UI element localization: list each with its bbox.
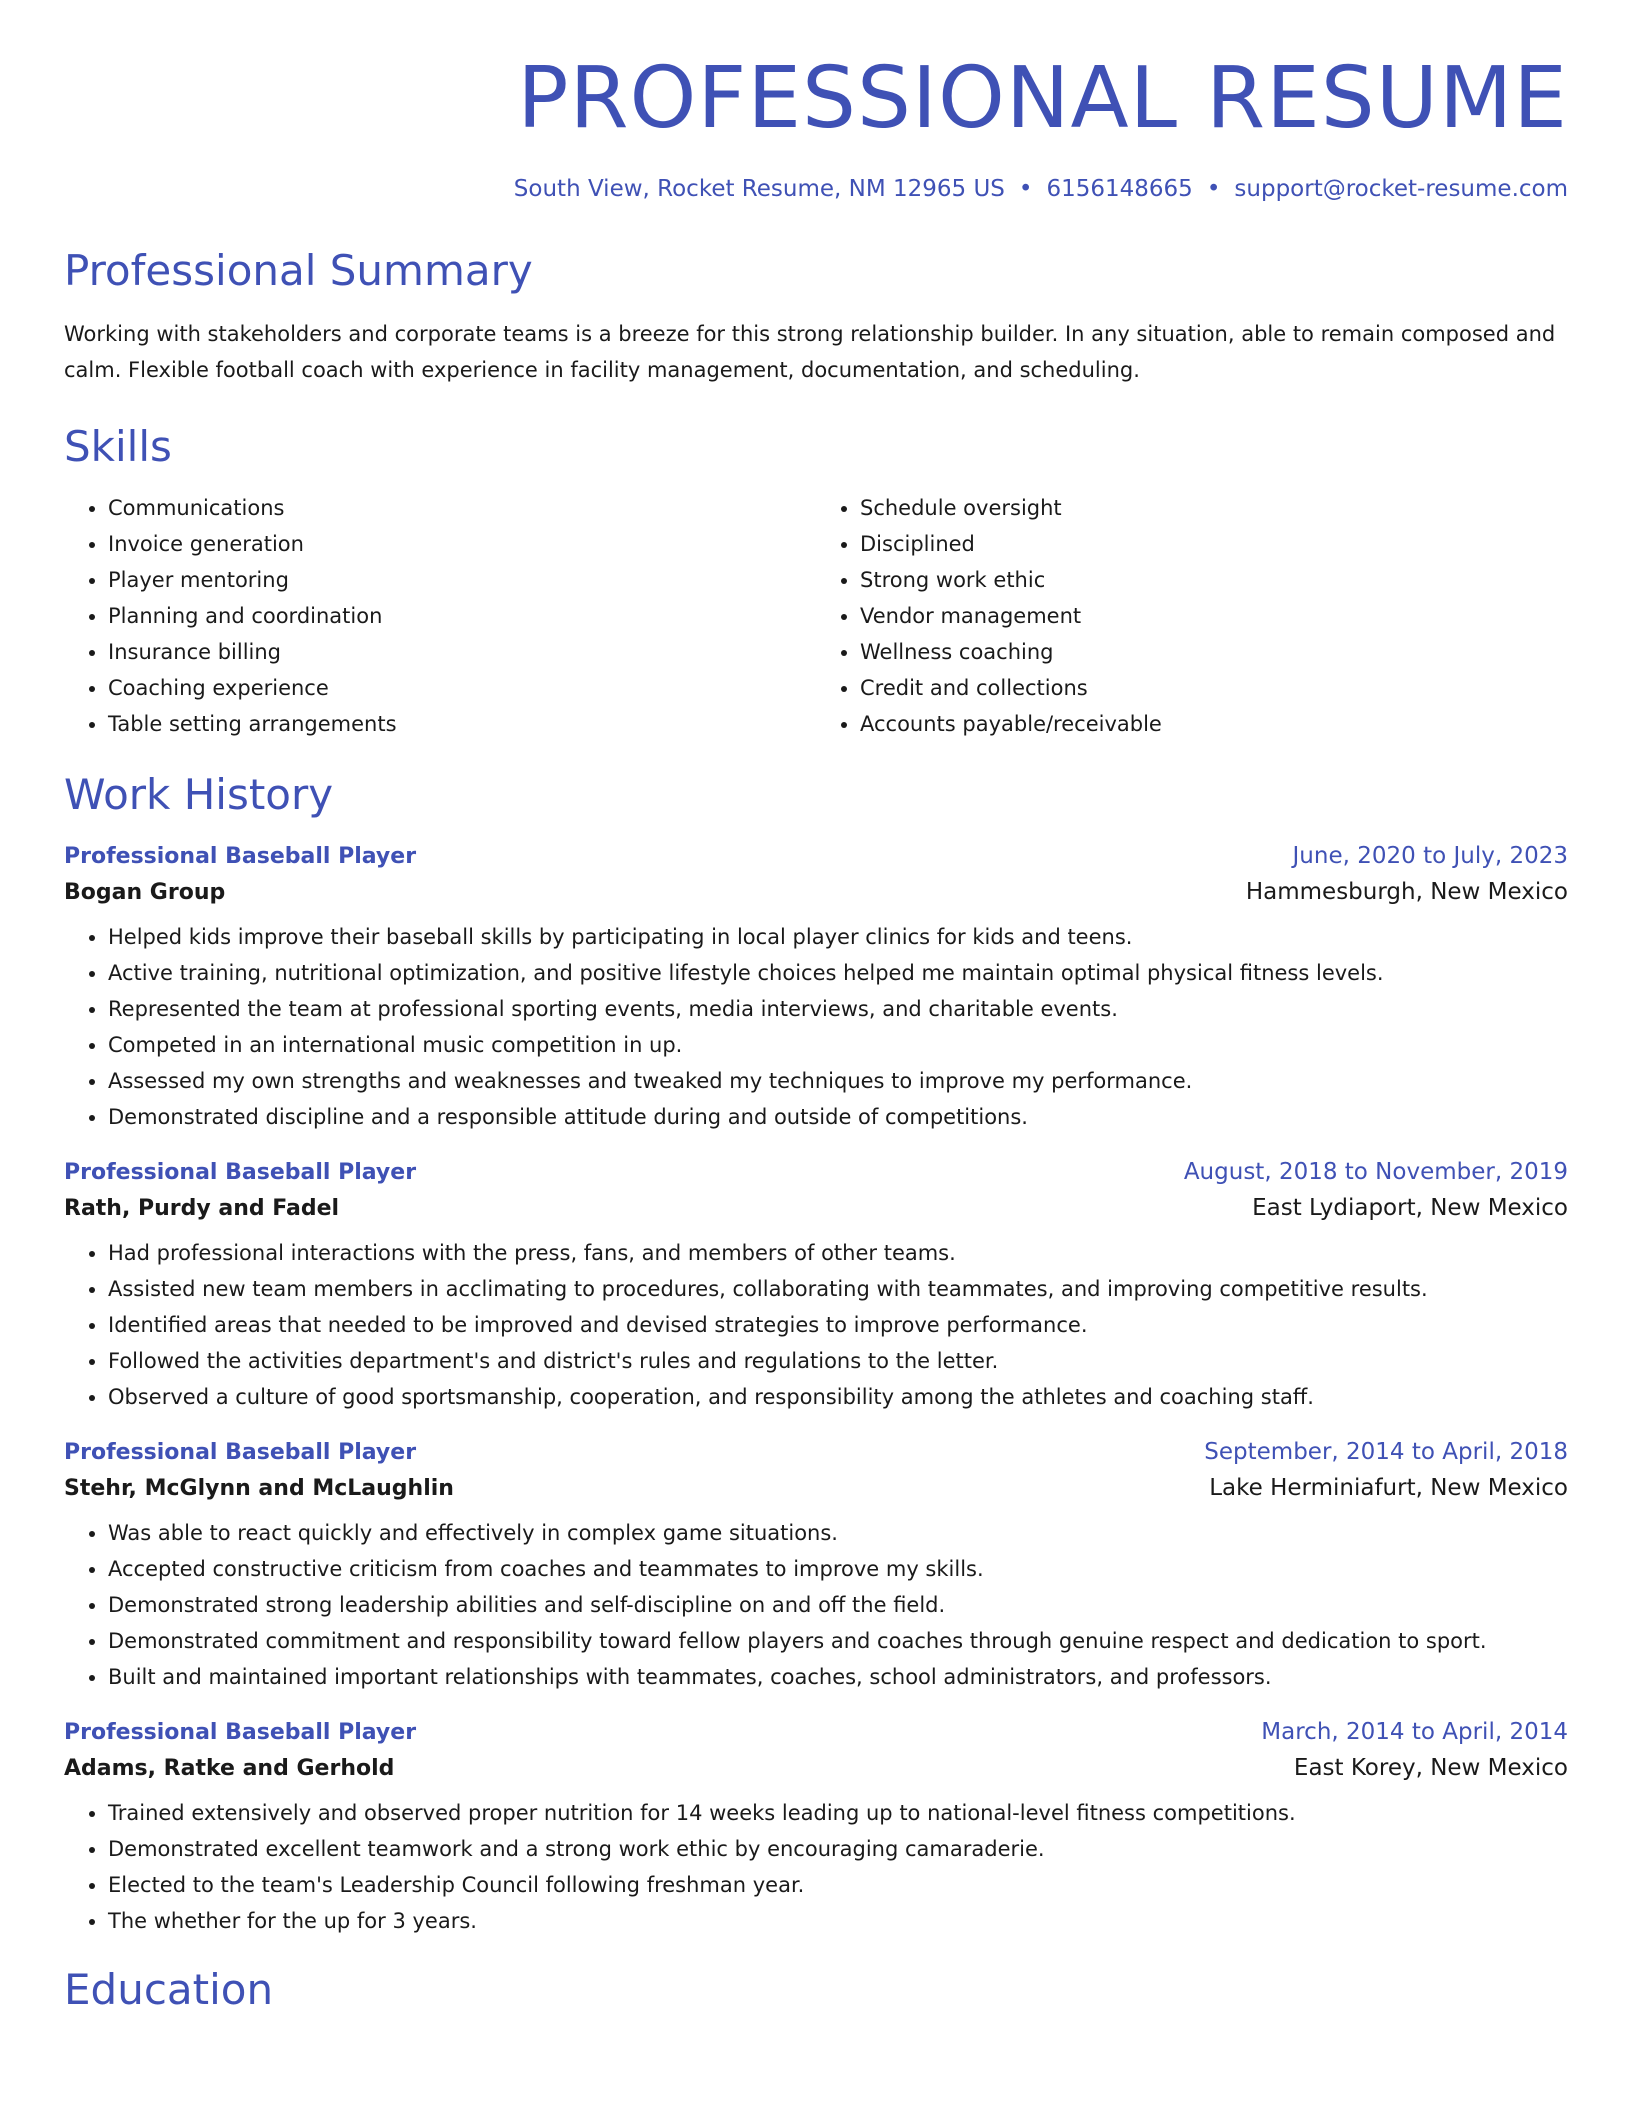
skill-item: • Invoice generation bbox=[108, 526, 816, 562]
job-title-row bbox=[64, 1719, 1568, 1745]
job-company: Bogan Group bbox=[64, 879, 226, 905]
job-location: East Lydiaport, New Mexico bbox=[1252, 1194, 1568, 1221]
job-bullet: • Demonstrated excellent teamwork and a strong work ethic by encouraging camaraderie. bbox=[108, 1831, 1568, 1867]
skill-item: • Credit and collections bbox=[860, 670, 1568, 706]
skill-item: • Coaching experience bbox=[108, 670, 816, 706]
job-dates: August, 2018 to November, 2019 bbox=[1183, 1158, 1568, 1185]
education-section bbox=[64, 1965, 1568, 2015]
job-title-row bbox=[64, 1159, 1568, 1185]
skills-right-list bbox=[816, 490, 1568, 742]
skill-item: • Wellness coaching bbox=[860, 634, 1568, 670]
skill-item: • Insurance billing bbox=[108, 634, 816, 670]
job-company-row bbox=[64, 1195, 1568, 1221]
job-entry bbox=[64, 843, 1568, 1135]
job-dates: September, 2014 to April, 2018 bbox=[1204, 1438, 1568, 1465]
job-company: Adams, Ratke and Gerhold bbox=[64, 1755, 395, 1781]
skills-heading: Skills bbox=[64, 421, 172, 471]
job-bullet: • Identified areas that needed to be improved and devised strategies to improve performance. bbox=[108, 1307, 1568, 1343]
skill-item: • Planning and coordination bbox=[108, 598, 816, 634]
job-title: Professional Baseball Player bbox=[64, 843, 417, 869]
summary-heading: Professional Summary bbox=[64, 245, 533, 295]
job-bullet: • Demonstrated commitment and responsibility toward fellow players and coaches through genuine respect and dedication to sport. bbox=[108, 1623, 1568, 1659]
job-bullet: • Competed in an international music competition in up. bbox=[108, 1027, 1568, 1063]
job-bullet: • Had professional interactions with the press, fans, and members of other teams. bbox=[108, 1235, 1568, 1271]
job-bullet: • Trained extensively and observed proper nutrition for 14 weeks leading up to national-level fitness competitions. bbox=[108, 1795, 1568, 1831]
job-bullet: • Represented the team at professional sporting events, media interviews, and charitable events. bbox=[108, 991, 1568, 1027]
job-location: Hammesburgh, New Mexico bbox=[1245, 878, 1568, 905]
work-history-section bbox=[64, 770, 1568, 1938]
job-bullet: • Followed the activities department's and district's rules and regulations to the letter. bbox=[108, 1343, 1568, 1379]
skills-left-list bbox=[64, 490, 816, 742]
skill-item: • Communications bbox=[108, 490, 816, 526]
skill-item: • Strong work ethic bbox=[860, 562, 1568, 598]
job-bullets bbox=[64, 919, 1568, 1135]
summary-text: Working with stakeholders and corporate teams is a breeze for this strong relationship builder. In any situation, able to remain composed and calm. Flexible football coach with experience in facility management, documentation, and scheduling. bbox=[64, 321, 1556, 382]
job-title: Professional Baseball Player bbox=[64, 1719, 417, 1745]
contact-separator: • bbox=[1206, 175, 1221, 202]
contact-address: South View, Rocket Resume, NM 12965 US bbox=[513, 175, 1005, 202]
contact-line bbox=[64, 176, 1568, 202]
job-bullet: • Demonstrated strong leadership abilities and self-discipline on and off the field. bbox=[108, 1587, 1568, 1623]
job-entry bbox=[64, 1719, 1568, 1939]
job-location: East Korey, New Mexico bbox=[1293, 1754, 1568, 1781]
skill-item: • Player mentoring bbox=[108, 562, 816, 598]
job-dates: March, 2014 to April, 2014 bbox=[1261, 1718, 1568, 1745]
job-bullets bbox=[64, 1235, 1568, 1415]
job-location: Lake Herminiafurt, New Mexico bbox=[1209, 1474, 1568, 1501]
skills-section bbox=[64, 422, 1568, 742]
job-title: Professional Baseball Player bbox=[64, 1159, 417, 1185]
contact-phone: 6156148665 bbox=[1046, 175, 1193, 202]
job-bullets bbox=[64, 1515, 1568, 1695]
job-dates: June, 2020 to July, 2023 bbox=[1292, 842, 1568, 869]
resume-title: PROFESSIONAL RESUME bbox=[517, 49, 1568, 148]
job-company-row bbox=[64, 1475, 1568, 1501]
skill-item: • Vendor management bbox=[860, 598, 1568, 634]
job-title: Professional Baseball Player bbox=[64, 1439, 417, 1465]
skills-columns bbox=[64, 490, 1568, 742]
contact-separator: • bbox=[1018, 175, 1033, 202]
job-bullet: • The whether for the up for 3 years. bbox=[108, 1903, 1568, 1939]
job-bullet: • Demonstrated discipline and a responsible attitude during and outside of competitions. bbox=[108, 1099, 1568, 1135]
job-bullet: • Observed a culture of good sportsmanship, cooperation, and responsibility among the athletes and coaching staff. bbox=[108, 1379, 1568, 1415]
job-bullet: • Built and maintained important relationships with teammates, coaches, school administrators, and professors. bbox=[108, 1659, 1568, 1695]
summary-section bbox=[64, 246, 1568, 388]
skill-item: • Disciplined bbox=[860, 526, 1568, 562]
work-history-heading: Work History bbox=[64, 770, 334, 820]
resume-header bbox=[64, 0, 1568, 202]
job-company-row bbox=[64, 1755, 1568, 1781]
job-bullet: • Active training, nutritional optimization, and positive lifestyle choices helped me maintain optimal physical fitness levels. bbox=[108, 955, 1568, 991]
job-company: Rath, Purdy and Fadel bbox=[64, 1195, 340, 1221]
job-bullet: • Was able to react quickly and effectively in complex game situations. bbox=[108, 1515, 1568, 1551]
skill-item: • Table setting arrangements bbox=[108, 706, 816, 742]
skill-item: • Schedule oversight bbox=[860, 490, 1568, 526]
job-bullet: • Accepted constructive criticism from coaches and teammates to improve my skills. bbox=[108, 1551, 1568, 1587]
job-company-row bbox=[64, 879, 1568, 905]
job-title-row bbox=[64, 1439, 1568, 1465]
job-bullets bbox=[64, 1795, 1568, 1939]
skill-item: • Accounts payable/receivable bbox=[860, 706, 1568, 742]
job-bullet: • Helped kids improve their baseball skills by participating in local player clinics for kids and teens. bbox=[108, 919, 1568, 955]
contact-email: support@rocket-resume.com bbox=[1234, 175, 1568, 202]
job-bullet: • Assessed my own strengths and weaknesses and tweaked my techniques to improve my performance. bbox=[108, 1063, 1568, 1099]
job-bullet: • Assisted new team members in acclimating to procedures, collaborating with teammates, and improving competitive results. bbox=[108, 1271, 1568, 1307]
job-title-row bbox=[64, 843, 1568, 869]
job-bullet: • Elected to the team's Leadership Council following freshman year. bbox=[108, 1867, 1568, 1903]
job-entry bbox=[64, 1439, 1568, 1695]
job-company: Stehr, McGlynn and McLaughlin bbox=[64, 1475, 454, 1501]
job-entry bbox=[64, 1159, 1568, 1415]
education-heading: Education bbox=[64, 1964, 274, 2014]
